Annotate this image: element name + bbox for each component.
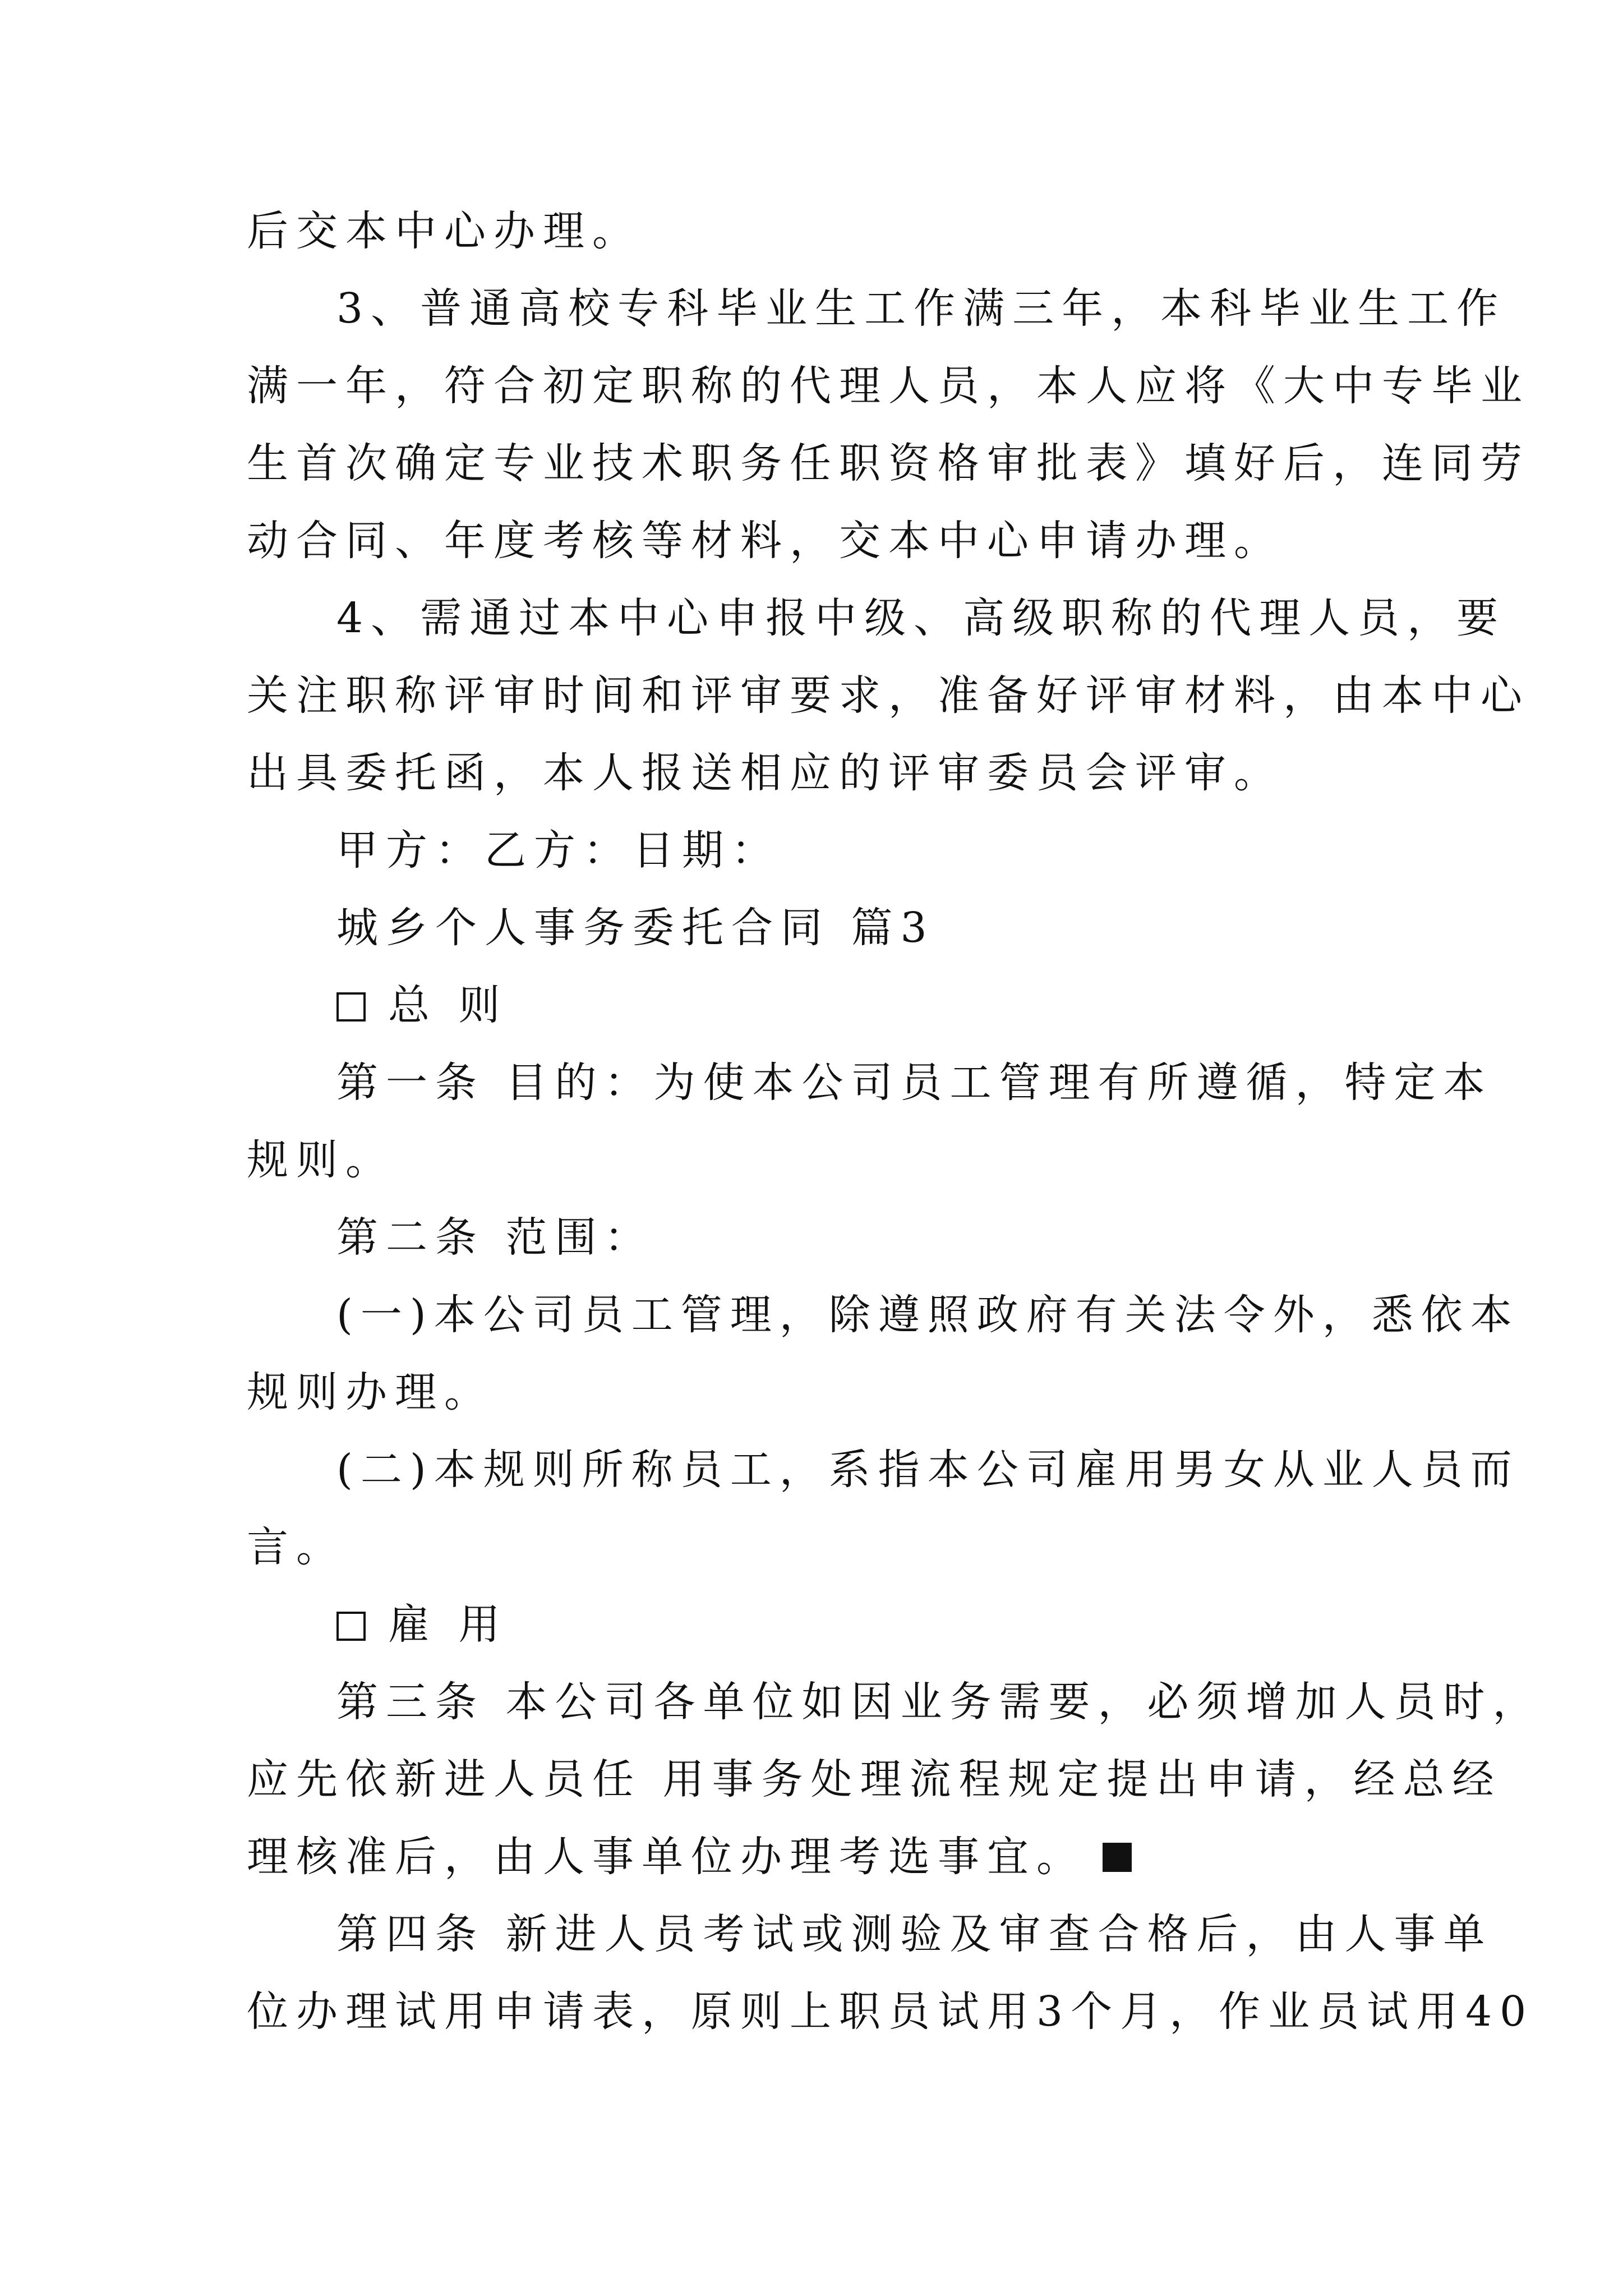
text-line: 生首次确定专业技术职务任职资格审批表》填好后，连同劳 — [247, 439, 1530, 487]
signature-line: 甲方：乙方：日期： — [336, 826, 781, 875]
text-line: 4、需通过本中心申报中级、高级职称的代理人员，要 — [336, 594, 1506, 642]
text-line: 第二条 范围： — [336, 1213, 654, 1262]
text-line: 动合同、年度考核等材料，交本中心申请办理。 — [247, 517, 1283, 565]
section-title: 城乡个人事务委托合同 篇3 — [336, 904, 935, 952]
text-line: (一)本公司员工管理，除遵照政府有关法令外，悉依本 — [336, 1291, 1520, 1339]
checkbox-square-icon — [336, 992, 366, 1022]
text-line: 第四条 新进人员考试或测验及审查合格后，由人事单 — [336, 1910, 1493, 1958]
text-line: 第一条 目的：为使本公司员工管理有所遵循，特定本 — [336, 1059, 1493, 1107]
checkbox-square-icon — [336, 1612, 366, 1641]
text-line: 出具委托函，本人报送相应的评审委员会评审。 — [247, 749, 1283, 797]
text-line: 规则办理。 — [247, 1368, 494, 1416]
chapter-heading-label: 总 则 — [388, 981, 508, 1029]
text-line: 3、普通高校专科毕业生工作满三年，本科毕业生工作 — [336, 284, 1506, 333]
text-line: 第三条 本公司各单位如因业务需要，必须增加人员时， — [336, 1678, 1542, 1726]
text-line: 满一年，符合初定职称的代理人员，本人应将《大中专毕业 — [247, 362, 1530, 410]
text-line: (二)本规则所称员工，系指本公司雇用男女从业人员而 — [336, 1446, 1520, 1494]
text-line: 后交本中心办理。 — [247, 207, 642, 255]
text-line: 位办理试用申请表，原则上职员试用3个月，作业员试用40 — [247, 1987, 1534, 2036]
chapter-heading — [336, 977, 508, 1033]
chapter-heading — [336, 1596, 508, 1653]
filled-square-icon — [1103, 1843, 1132, 1872]
text-line: 关注职称评审时间和评审要求，准备好评审材料，由本中心 — [247, 671, 1530, 720]
text-line: 言。 — [247, 1523, 345, 1571]
text-line — [247, 1829, 1132, 1885]
chapter-heading-label: 雇 用 — [388, 1600, 508, 1649]
text-line: 规则。 — [247, 1136, 395, 1184]
text-line-content: 理核准后，由人事单位办理考选事宜。 — [247, 1833, 1086, 1881]
text-line: 应先依新进人员任 用事务处理流程规定提出申请，经总经 — [247, 1755, 1502, 1803]
